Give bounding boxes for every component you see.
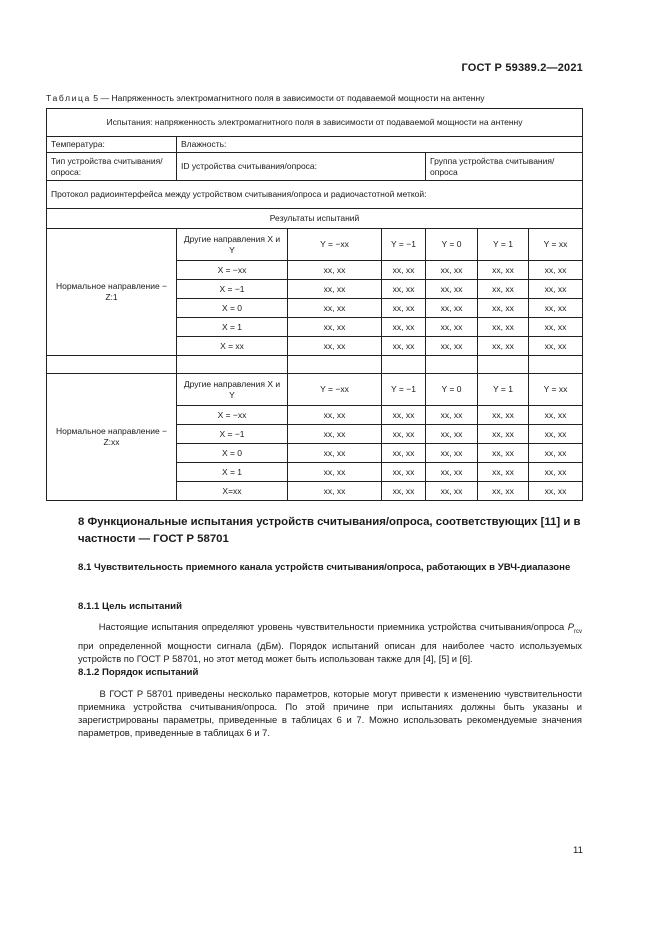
table-cell: xx, xx xyxy=(288,482,382,501)
table-cell: xx, xx xyxy=(529,425,583,444)
y-col-header: Y = −1 xyxy=(382,229,426,261)
table-cell: xx, xx xyxy=(288,444,382,463)
table-cell: xx, xx xyxy=(478,463,529,482)
table-cell: xx, xx xyxy=(529,261,583,280)
table-cell: xx, xx xyxy=(426,280,478,299)
caption-label: Таблица xyxy=(46,93,91,103)
table-cell: xx, xx xyxy=(426,425,478,444)
y-col-header: Y = −1 xyxy=(382,374,426,406)
caption-text: — Напряженность электромагнитного поля в зависимости от подаваемой мощности на антенну xyxy=(100,93,485,103)
table-cell: xx, xx xyxy=(382,482,426,501)
symbol-subscript: rcv xyxy=(574,628,582,635)
table-cell: xx, xx xyxy=(288,337,382,356)
table-cell: xx, xx xyxy=(529,444,583,463)
page-number: 11 xyxy=(573,845,583,856)
subsection-8-1-title: 8.1 Чувствительность приемного канала устройств считывания/опроса, работающих в УВЧ-диапазоне xyxy=(78,562,571,573)
table-cell: xx, xx xyxy=(288,261,382,280)
device-group-cell: Группа устройства считывания/опроса xyxy=(426,153,583,181)
x-row-header: X = 1 xyxy=(177,318,288,337)
table-cell: xx, xx xyxy=(529,406,583,425)
y-col-header: Y = 1 xyxy=(478,374,529,406)
table-cell: xx, xx xyxy=(288,425,382,444)
x-row-header: X = 0 xyxy=(177,299,288,318)
corner-header: Другие направления X и Y xyxy=(177,374,288,406)
table-cell: xx, xx xyxy=(426,261,478,280)
table-cell: xx, xx xyxy=(478,444,529,463)
humidity-cell: Влажность: xyxy=(177,137,583,153)
y-col-header: Y = −xx xyxy=(288,229,382,261)
subsection-8-1-1-title: 8.1.1 Цель испытаний xyxy=(78,601,182,612)
x-row-header: X = −1 xyxy=(177,280,288,299)
table-cell: xx, xx xyxy=(478,318,529,337)
table-cell: xx, xx xyxy=(478,482,529,501)
table-cell: xx, xx xyxy=(288,318,382,337)
table-cell: xx, xx xyxy=(382,261,426,280)
table-cell: xx, xx xyxy=(382,280,426,299)
table-cell: xx, xx xyxy=(288,406,382,425)
table-cell: xx, xx xyxy=(382,444,426,463)
device-type-cell: Тип устройства считывания/опроса: xyxy=(47,153,177,181)
y-col-header: Y = 0 xyxy=(426,374,478,406)
normal-direction-label: Нормальное направление − Z:1 xyxy=(47,229,177,356)
corner-header: Другие направления X и Y xyxy=(177,229,288,261)
table-cell: xx, xx xyxy=(426,463,478,482)
table-cell: xx, xx xyxy=(426,444,478,463)
table-cell: xx, xx xyxy=(529,337,583,356)
paragraph-part: при определенной мощности сигнала (дБм). Порядок испытаний описан для наиболее часто используемых устройств по ГОСТ Р 58701, но этот метод может быть использован также для [4], [5] и [6]. xyxy=(78,639,582,664)
table-cell: xx, xx xyxy=(382,299,426,318)
y-col-header: Y = xx xyxy=(529,374,583,406)
table-cell: xx, xx xyxy=(529,482,583,501)
table-cell: xx, xx xyxy=(529,463,583,482)
x-row-header: X=xx xyxy=(177,482,288,501)
table-cell: xx, xx xyxy=(426,482,478,501)
symbol-p: P xyxy=(567,621,574,632)
x-row-header: X = −1 xyxy=(177,425,288,444)
table-cell: xx, xx xyxy=(529,299,583,318)
table-cell: xx, xx xyxy=(382,463,426,482)
table-cell: xx, xx xyxy=(478,299,529,318)
results-header-cell: Результаты испытаний xyxy=(47,209,583,229)
document-number: ГОСТ Р 59389.2—2021 xyxy=(461,62,583,74)
results-table xyxy=(46,108,583,501)
table-cell: xx, xx xyxy=(426,337,478,356)
table-cell: xx, xx xyxy=(382,318,426,337)
x-row-header: X = −xx xyxy=(177,261,288,280)
table-cell: xx, xx xyxy=(288,299,382,318)
section-8-title: 8 Функциональные испытания устройств считывания/опроса, соответствующих [11] и в частности — ГОСТ Р 58701 xyxy=(78,516,581,545)
paragraph-part: Настоящие испытания определяют уровень чувствительности приемника устройства считывания/опроса xyxy=(98,621,565,632)
table-cell: xx, xx xyxy=(382,425,426,444)
table-cell: xx, xx xyxy=(478,337,529,356)
table-title-row: Испытания: напряженность электромагнитного поля в зависимости от подаваемой мощности на антенну xyxy=(47,109,583,137)
table-cell: xx, xx xyxy=(382,406,426,425)
table-caption xyxy=(46,93,485,103)
device-id-cell: ID устройства считывания/опроса: xyxy=(177,153,426,181)
x-row-header: X = 1 xyxy=(177,463,288,482)
subsection-8-1-2-title: 8.1.2 Порядок испытаний xyxy=(78,667,199,678)
x-row-header: X = xx xyxy=(177,337,288,356)
normal-direction-label: Нормальное направление − Z:xx xyxy=(47,374,177,501)
temperature-cell: Температура: xyxy=(47,137,177,153)
table-cell: xx, xx xyxy=(426,318,478,337)
y-col-header: Y = 1 xyxy=(478,229,529,261)
y-col-header: Y = −xx xyxy=(288,374,382,406)
protocol-cell: Протокол радиоинтерфейса между устройством считывания/опроса и радиочастотной меткой: xyxy=(47,181,583,209)
table-cell: xx, xx xyxy=(529,318,583,337)
table-cell: xx, xx xyxy=(288,463,382,482)
table-cell: xx, xx xyxy=(426,406,478,425)
table-cell: xx, xx xyxy=(426,299,478,318)
table-cell: xx, xx xyxy=(529,280,583,299)
table-cell: xx, xx xyxy=(478,280,529,299)
table-cell: xx, xx xyxy=(382,337,426,356)
paragraph-test-purpose xyxy=(78,620,582,665)
x-row-header: X = 0 xyxy=(177,444,288,463)
table-cell: xx, xx xyxy=(288,280,382,299)
table-cell: xx, xx xyxy=(478,425,529,444)
paragraph-test-procedure xyxy=(78,687,582,739)
paragraph-part: В ГОСТ Р 58701 приведены несколько параметров, которые могут привести к изменению чувствительности приемника устройства считывания/опроса. По этой причине при испытаниях должны быть указаны и зарегистрированы параметры, приведенные в таблицах 6 и 7. Можно использовать рекомендуемые значения параметров, приведенные в таблицах 6 и 7. xyxy=(78,688,582,738)
empty-row xyxy=(47,356,583,374)
table-cell: xx, xx xyxy=(478,261,529,280)
y-col-header: Y = xx xyxy=(529,229,583,261)
x-row-header: X = −xx xyxy=(177,406,288,425)
table-cell: xx, xx xyxy=(478,406,529,425)
y-col-header: Y = 0 xyxy=(426,229,478,261)
caption-number: 5 xyxy=(93,93,99,103)
